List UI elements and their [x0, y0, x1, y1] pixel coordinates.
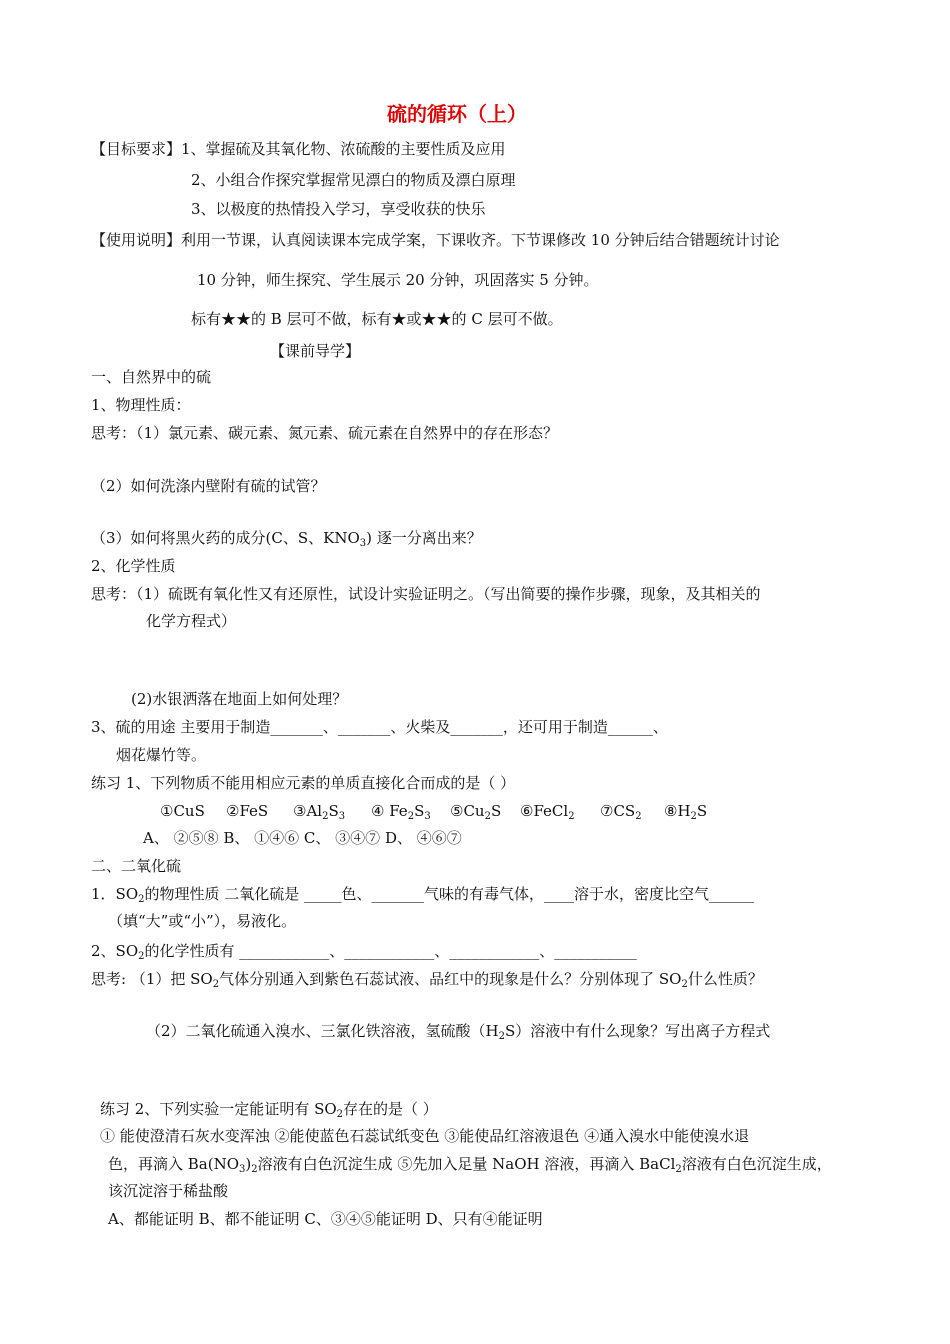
question-3: （3）如何将黑火药的成分(C、S、$KNO_3$) 逐一分离出来？ [91, 529, 482, 549]
exercise-2-line-1: ① 能使澄清石灰水变浑浊 ②能使蓝色石蕊试纸变色 ③能使品红溶液退色 ④通入溴水中能使溴水退 [100, 1127, 750, 1145]
page-title: 硫的循环（上） [387, 102, 527, 126]
exercise-1-opt-8: $⑧H_2S$ [664, 802, 708, 822]
exercise-2-line-3: 该沉淀溶于稀盐酸 [108, 1182, 229, 1200]
exercise-1-stem: 练习 1、下列物质不能用相应元素的单质直接化合而成的是（ ） [91, 774, 516, 792]
sulfur-uses: 3、硫的用途 主要用于制造_______、_______、火柴及_______，还可用于制造______、 [91, 718, 668, 736]
exercise-1-opt-7: $⑦CS_2$ [600, 802, 642, 822]
exercise-1-choices: A、 ②⑤⑧ B、 ①④⑥ C、 ③④⑦ D、 ④⑥⑦ [143, 829, 462, 847]
usage-line-2: 10 分钟，师生探究、学生展示 20 分钟，巩固落实 5 分钟。 [197, 271, 599, 289]
exercise-2-stem: 练习 2、下列实验一定能证明有 $SO_2$存在的是（ ） [100, 1100, 438, 1120]
question-1: 思考：（1）氯元素、碳元素、氮元素、硫元素在自然界中的存在形态？ [91, 424, 559, 442]
so2-physical: 1．$SO_2$的物理性质 二氧化硫是 _____色、_______气味的有毒气体，____溶于水，密度比空气______ [91, 885, 755, 905]
objective-line-3: 3、以极度的热情投入学习，享受收获的快乐 [191, 200, 486, 218]
so2-think-1: 思考: （1）把 $SO_2$气体分别通入到紫色石蕊试液、品红中的现象是什么？分别体现了 $SO_2$什么性质？ [91, 970, 763, 990]
so2-physical-cont: （填“大”或“小”），易液化。 [108, 912, 297, 930]
preclass-heading: 【课前导学】 [270, 342, 361, 360]
question-2: （2）如何洗涤内壁附有硫的试管？ [91, 477, 326, 495]
chemical-properties: 2、化学性质 [91, 557, 176, 575]
exercise-1-opt-2: ②FeS [226, 802, 269, 820]
section-2-heading: 二、二氧化硫 [91, 857, 182, 875]
exercise-1-opt-5: $⑤Cu_2S$ [450, 802, 502, 822]
exercise-1-opt-3: $③Al_2S_3$ [293, 802, 346, 822]
so2-chemical: 2、$SO_2$的化学性质有 ____________、____________、____________、___________ [91, 942, 637, 962]
objective-line-2: 2、小组合作探究掌握常见漂白的物质及漂白原理 [191, 171, 516, 189]
exercise-1-opt-6: ⑥FeCl$_2$ [520, 802, 575, 822]
usage-line-1: 【使用说明】利用一节课，认真阅读课本完成学案，下课收齐。下节课修改 10 分钟后结合错题统计讨论 [91, 231, 780, 249]
exercise-1-opt-1: ①CuS [160, 802, 205, 820]
chem-question-2: (2)水银洒落在地面上如何处理？ [131, 690, 348, 708]
so2-think-2: （2）二氧化硫通入溴水、三氯化铁溶液，氢硫酸$(H_2S)$溶液中有什么现象？写出离子方程式 [146, 1022, 771, 1042]
physical-properties: 1、物理性质： [91, 396, 191, 414]
chem-question-1: 思考：（1）硫既有氧化性又有还原性，试设计实验证明之。（写出简要的操作步骤，现象，及其相关的 [91, 585, 761, 603]
objective-line-1: 【目标要求】1、掌握硫及其氧化物、浓硫酸的主要性质及应用 [91, 140, 506, 158]
usage-line-3: 标有★★的 B 层可不做，标有★或★★的 C 层可不做。 [191, 310, 563, 328]
exercise-2-choices: A、都能证明 B、都不能证明 C、③④⑤能证明 D、只有④能证明 [108, 1210, 543, 1228]
exercise-1-opt-4: ④ $Fe_2S_3$ [371, 802, 431, 822]
sulfur-uses-cont: 烟花爆竹等。 [116, 746, 207, 764]
section-1-heading: 一、自然界中的硫 [91, 368, 212, 386]
chem-question-1-cont: 化学方程式） [146, 612, 237, 630]
exercise-2-line-2: 色，再滴入 $Ba(NO_3)_2$溶液有白色沉淀生成 ⑤先加入足量 NaOH 溶液，再滴入 BaCl$_2$溶液有白色沉淀生成， [108, 1155, 832, 1175]
